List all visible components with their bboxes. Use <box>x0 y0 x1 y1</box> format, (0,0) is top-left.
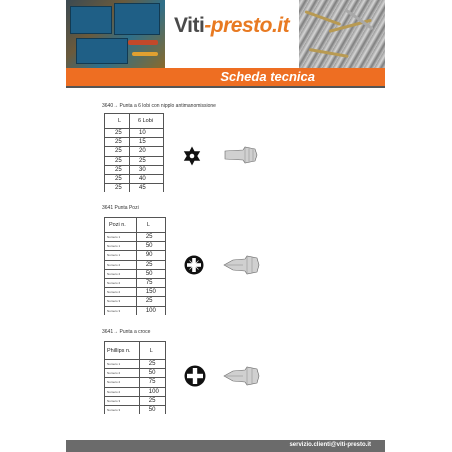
cell-number: Numero 3 <box>105 396 140 405</box>
cell-length: 100 <box>139 387 165 396</box>
cell-number: Numero 2 <box>105 260 137 269</box>
cell-size: 20 <box>130 147 164 156</box>
table-row <box>105 369 166 378</box>
table-row <box>105 360 166 369</box>
cell-length: 25 <box>105 165 130 174</box>
cell-size: 30 <box>130 165 164 174</box>
table-row <box>105 174 164 183</box>
column-header-l: L <box>139 342 165 360</box>
cell-number: Numero 3 <box>105 405 140 414</box>
footer-email-link[interactable]: servizio.clienti@viti-presto.it <box>289 442 371 448</box>
header-photo-screws <box>299 0 385 68</box>
table-row <box>105 129 164 138</box>
column-header-l: L <box>105 114 130 129</box>
cell-length: 25 <box>136 233 165 242</box>
table-row <box>105 405 166 414</box>
section-title-3640: 3640→ Punta a 6 lobi con nipplo antimanomissione <box>102 103 216 109</box>
brand-logo <box>174 14 289 38</box>
cell-length: 25 <box>105 129 130 138</box>
cell-number: Numero 1 <box>105 360 140 369</box>
cell-length: 50 <box>139 405 165 414</box>
cell-size: 10 <box>130 129 164 138</box>
column-header-phillips: Phillips n. <box>105 342 140 360</box>
header-photo-tools <box>66 0 165 68</box>
cell-length: 25 <box>105 147 130 156</box>
cell-number: Numero 1 <box>105 242 137 251</box>
cell-size: 15 <box>130 138 164 147</box>
cell-length: 90 <box>136 251 165 260</box>
title-banner <box>66 68 385 88</box>
pozi-head-icon <box>184 255 204 275</box>
cell-size: 45 <box>130 184 164 193</box>
logo-part-1: Viti <box>174 14 205 37</box>
table-row <box>105 387 166 396</box>
torx-bit-icon <box>221 145 261 165</box>
table-row <box>105 165 164 174</box>
cell-number: Numero 1 <box>105 251 137 260</box>
cell-size: 25 <box>130 156 164 165</box>
cell-length: 50 <box>139 369 165 378</box>
cell-number: Numero 1 <box>105 233 137 242</box>
table-row <box>105 297 166 306</box>
cell-length: 25 <box>139 360 165 369</box>
table-row <box>105 306 166 315</box>
cell-length: 75 <box>139 378 165 387</box>
cell-length: 50 <box>136 242 165 251</box>
table-row <box>105 260 166 269</box>
table-row <box>105 378 166 387</box>
header <box>66 0 385 68</box>
cell-number: Numero 2 <box>105 369 140 378</box>
cell-size: 40 <box>130 174 164 183</box>
spec-table-phillips <box>104 341 166 414</box>
cell-number: Numero 3 <box>105 306 137 315</box>
cell-length: 25 <box>105 184 130 193</box>
cell-number: Numero 2 <box>105 278 137 287</box>
cell-length: 150 <box>136 288 165 297</box>
logo-part-2: -presto.it <box>204 14 290 37</box>
pozi-bit-icon <box>221 254 261 276</box>
cell-number: Numero 2 <box>105 288 137 297</box>
table-row <box>105 396 166 405</box>
table-row <box>105 242 166 251</box>
footer <box>66 440 385 452</box>
spec-table-6-lobi <box>104 113 164 192</box>
table-row <box>105 138 164 147</box>
spec-table-pozi <box>104 217 166 315</box>
column-header-6-lobi: 6 Lobi <box>130 114 164 129</box>
phillips-head-icon <box>184 365 206 387</box>
cell-number: Numero 3 <box>105 297 137 306</box>
cell-length: 25 <box>105 156 130 165</box>
cell-length: 25 <box>105 138 130 147</box>
table-row <box>105 278 166 287</box>
section-title-pozi: 3641 Punta Pozi <box>102 205 139 211</box>
cell-number: Numero 2 <box>105 269 137 278</box>
table-row <box>105 184 164 193</box>
cell-length: 25 <box>105 174 130 183</box>
datasheet-page <box>66 0 385 452</box>
table-row <box>105 269 166 278</box>
cell-length: 100 <box>136 306 165 315</box>
table-row <box>105 251 166 260</box>
banner-title: Scheda tecnica <box>220 69 315 84</box>
section-title-croce: 3641→ Punta a croce <box>102 329 151 335</box>
cell-length: 50 <box>136 269 165 278</box>
cell-length: 25 <box>136 260 165 269</box>
table-row <box>105 233 166 242</box>
cell-number: Numero 2 <box>105 378 140 387</box>
column-header-pozi: Pozi n. <box>105 218 137 233</box>
cell-length: 25 <box>139 396 165 405</box>
table-row <box>105 288 166 297</box>
table-row <box>105 156 164 165</box>
column-header-l: L <box>136 218 165 233</box>
cell-number: Numero 2 <box>105 387 140 396</box>
phillips-bit-icon <box>221 365 261 387</box>
cell-length: 25 <box>136 297 165 306</box>
torx-head-icon <box>182 146 202 166</box>
cell-length: 75 <box>136 278 165 287</box>
table-row <box>105 147 164 156</box>
